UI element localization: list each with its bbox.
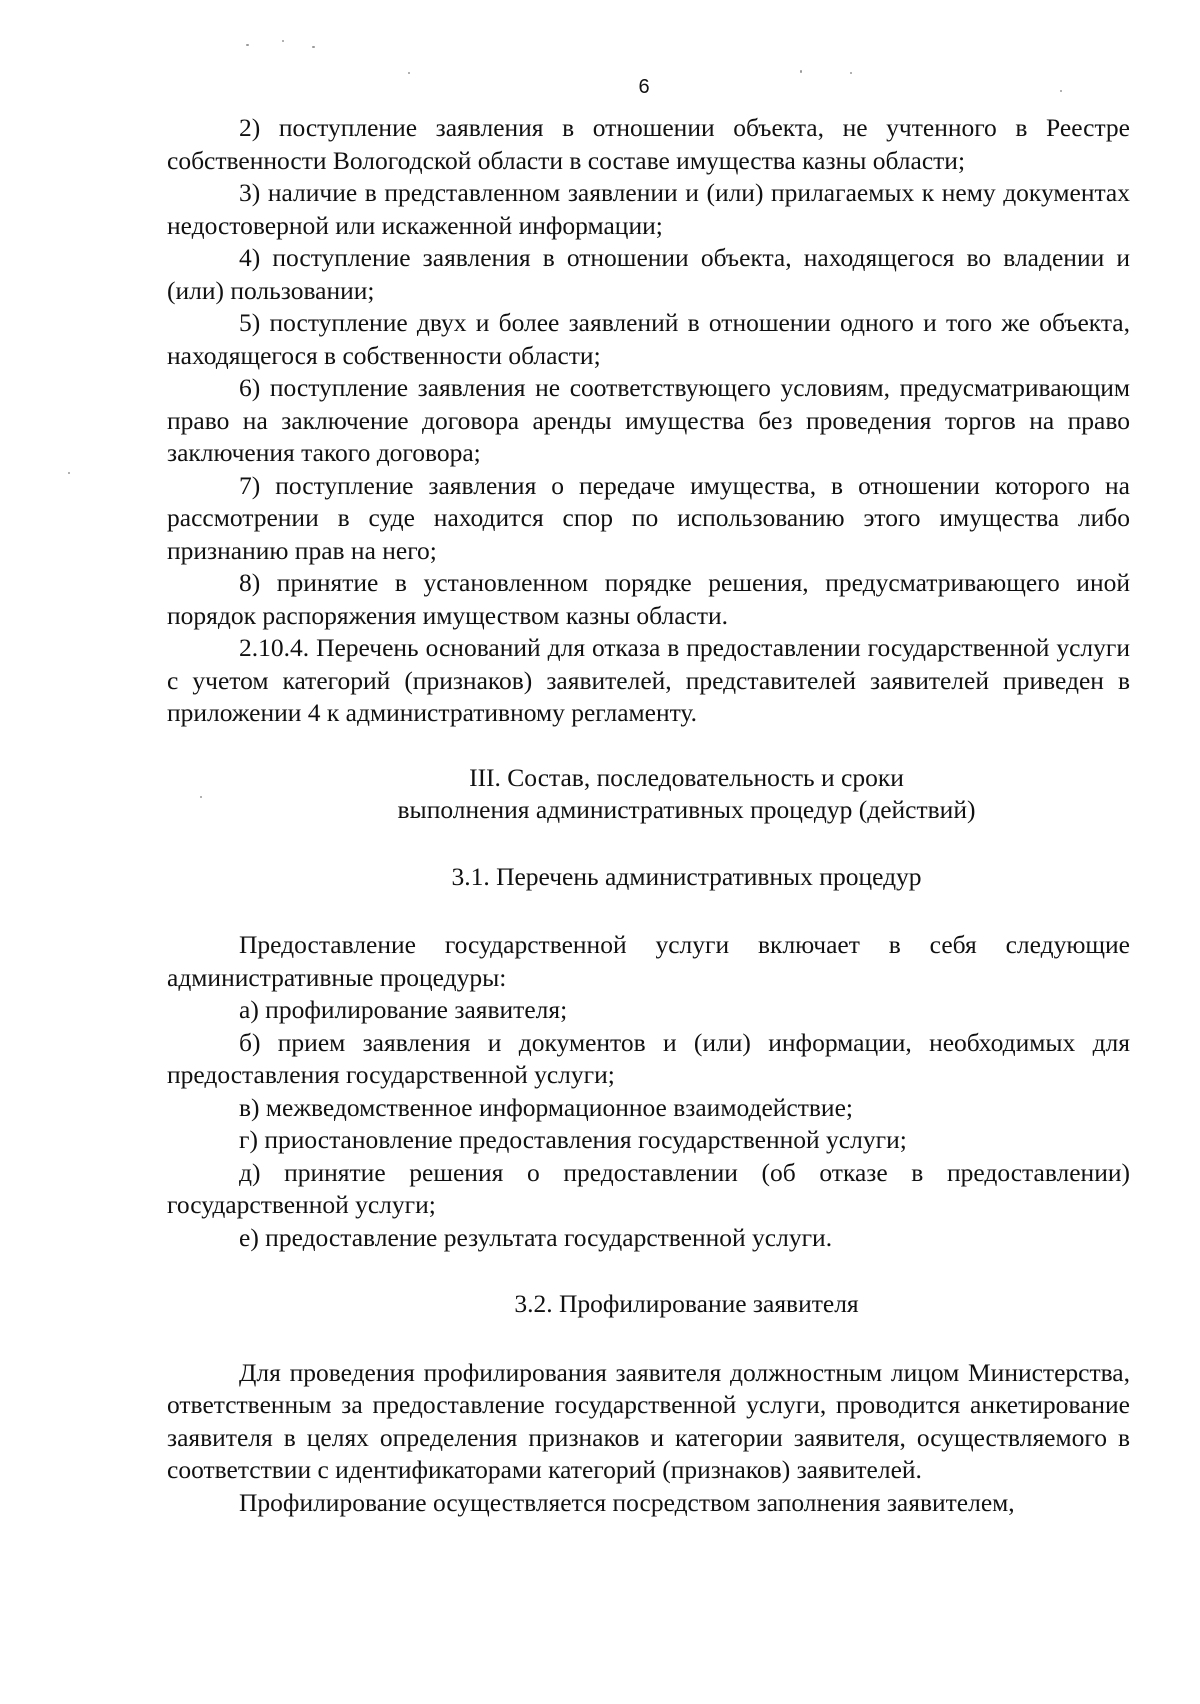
list-item: г) приостановление предоставления государственной услуги;: [239, 1125, 907, 1154]
paragraph: 3) наличие в представленном заявлении и (или) прилагаемых к нему документах недостоверной или искаженной информации;: [167, 178, 1130, 240]
paragraph: 6) поступление заявления не соответствующего условиям, предусматривающим право на заключение договора аренды имущества без проведения торгов на право заключения такого договора;: [167, 373, 1130, 467]
list-item: д) принятие решения о предоставлении (об отказе в предоставлении) государственной услуги;: [167, 1157, 1130, 1219]
paragraph: Для проведения профилирования заявителя должностным лицом Министерства, ответственным за предоставление государственной услуги, проводится анкетирование заявителя в целях определения признаков и категории заявителя, осуществляемого в соответствии с идентификаторами категорий (признаков) заявителей.: [167, 1357, 1130, 1484]
spacer: [167, 1254, 1130, 1288]
paragraph: 2) поступление заявления в отношении объекта, не учтенного в Реестре собственности Вологодской области в составе имущества казны области;: [167, 113, 1130, 175]
document-body: [167, 112, 1130, 1519]
section-title-line: III. Состав, последовательность и сроки: [469, 762, 904, 792]
scan-speck: [282, 40, 284, 42]
list-item: е) предоставление результата государственной услуги.: [239, 1222, 833, 1252]
paragraph: Предоставление государственной услуги включает в себя следующие административные процедуры:: [167, 930, 1130, 992]
scan-speck: [246, 44, 249, 46]
subsection-title: 3.2. Профилирование заявителя: [514, 1289, 859, 1318]
spacer: [167, 730, 1130, 762]
section-title-line: выполнения административных процедур (действий): [397, 795, 976, 824]
paragraph: Профилирование осуществляется посредством заполнения заявителем,: [239, 1487, 1015, 1517]
spacer: [167, 1321, 1130, 1357]
paragraph: 8) принятие в установленном порядке решения, предусматривающего иной порядок распоряжения имуществом казны области.: [167, 568, 1130, 630]
paragraph: 4) поступление заявления в отношении объекта, находящегося во владении и (или) пользовании;: [167, 243, 1130, 305]
paragraph: 7) поступление заявления о передаче имущества, в отношении которого на рассмотрении в суде находится спор по использованию этого имущества либо признанию прав на него;: [167, 470, 1130, 565]
scan-speck: [68, 472, 70, 474]
spacer: [167, 827, 1130, 861]
scan-speck: [408, 72, 410, 74]
scan-speck: [800, 70, 802, 73]
list-item: в) межведомственное информационное взаимодействие;: [239, 1092, 853, 1122]
paragraph: 2.10.4. Перечень оснований для отказа в предоставлении государственной услуги с учетом категорий (признаков) заявителей, представителей заявителей приведен в приложении 4 к административному регламенту.: [167, 633, 1130, 727]
list-item: б) прием заявления и документов и (или) информации, необходимых для предоставления государственной услуги;: [167, 1027, 1130, 1089]
spacer: [167, 893, 1130, 929]
scan-speck: [850, 72, 852, 74]
scan-speck: [1060, 90, 1062, 92]
list-item: а) профилирование заявителя;: [239, 995, 568, 1024]
subsection-title: 3.1. Перечень административных процедур: [451, 861, 922, 891]
scan-speck: [312, 46, 315, 48]
page-number: 6: [638, 76, 650, 98]
paragraph: 5) поступление двух и более заявлений в отношении одного и того же объекта, находящегося в собственности области;: [167, 308, 1130, 370]
